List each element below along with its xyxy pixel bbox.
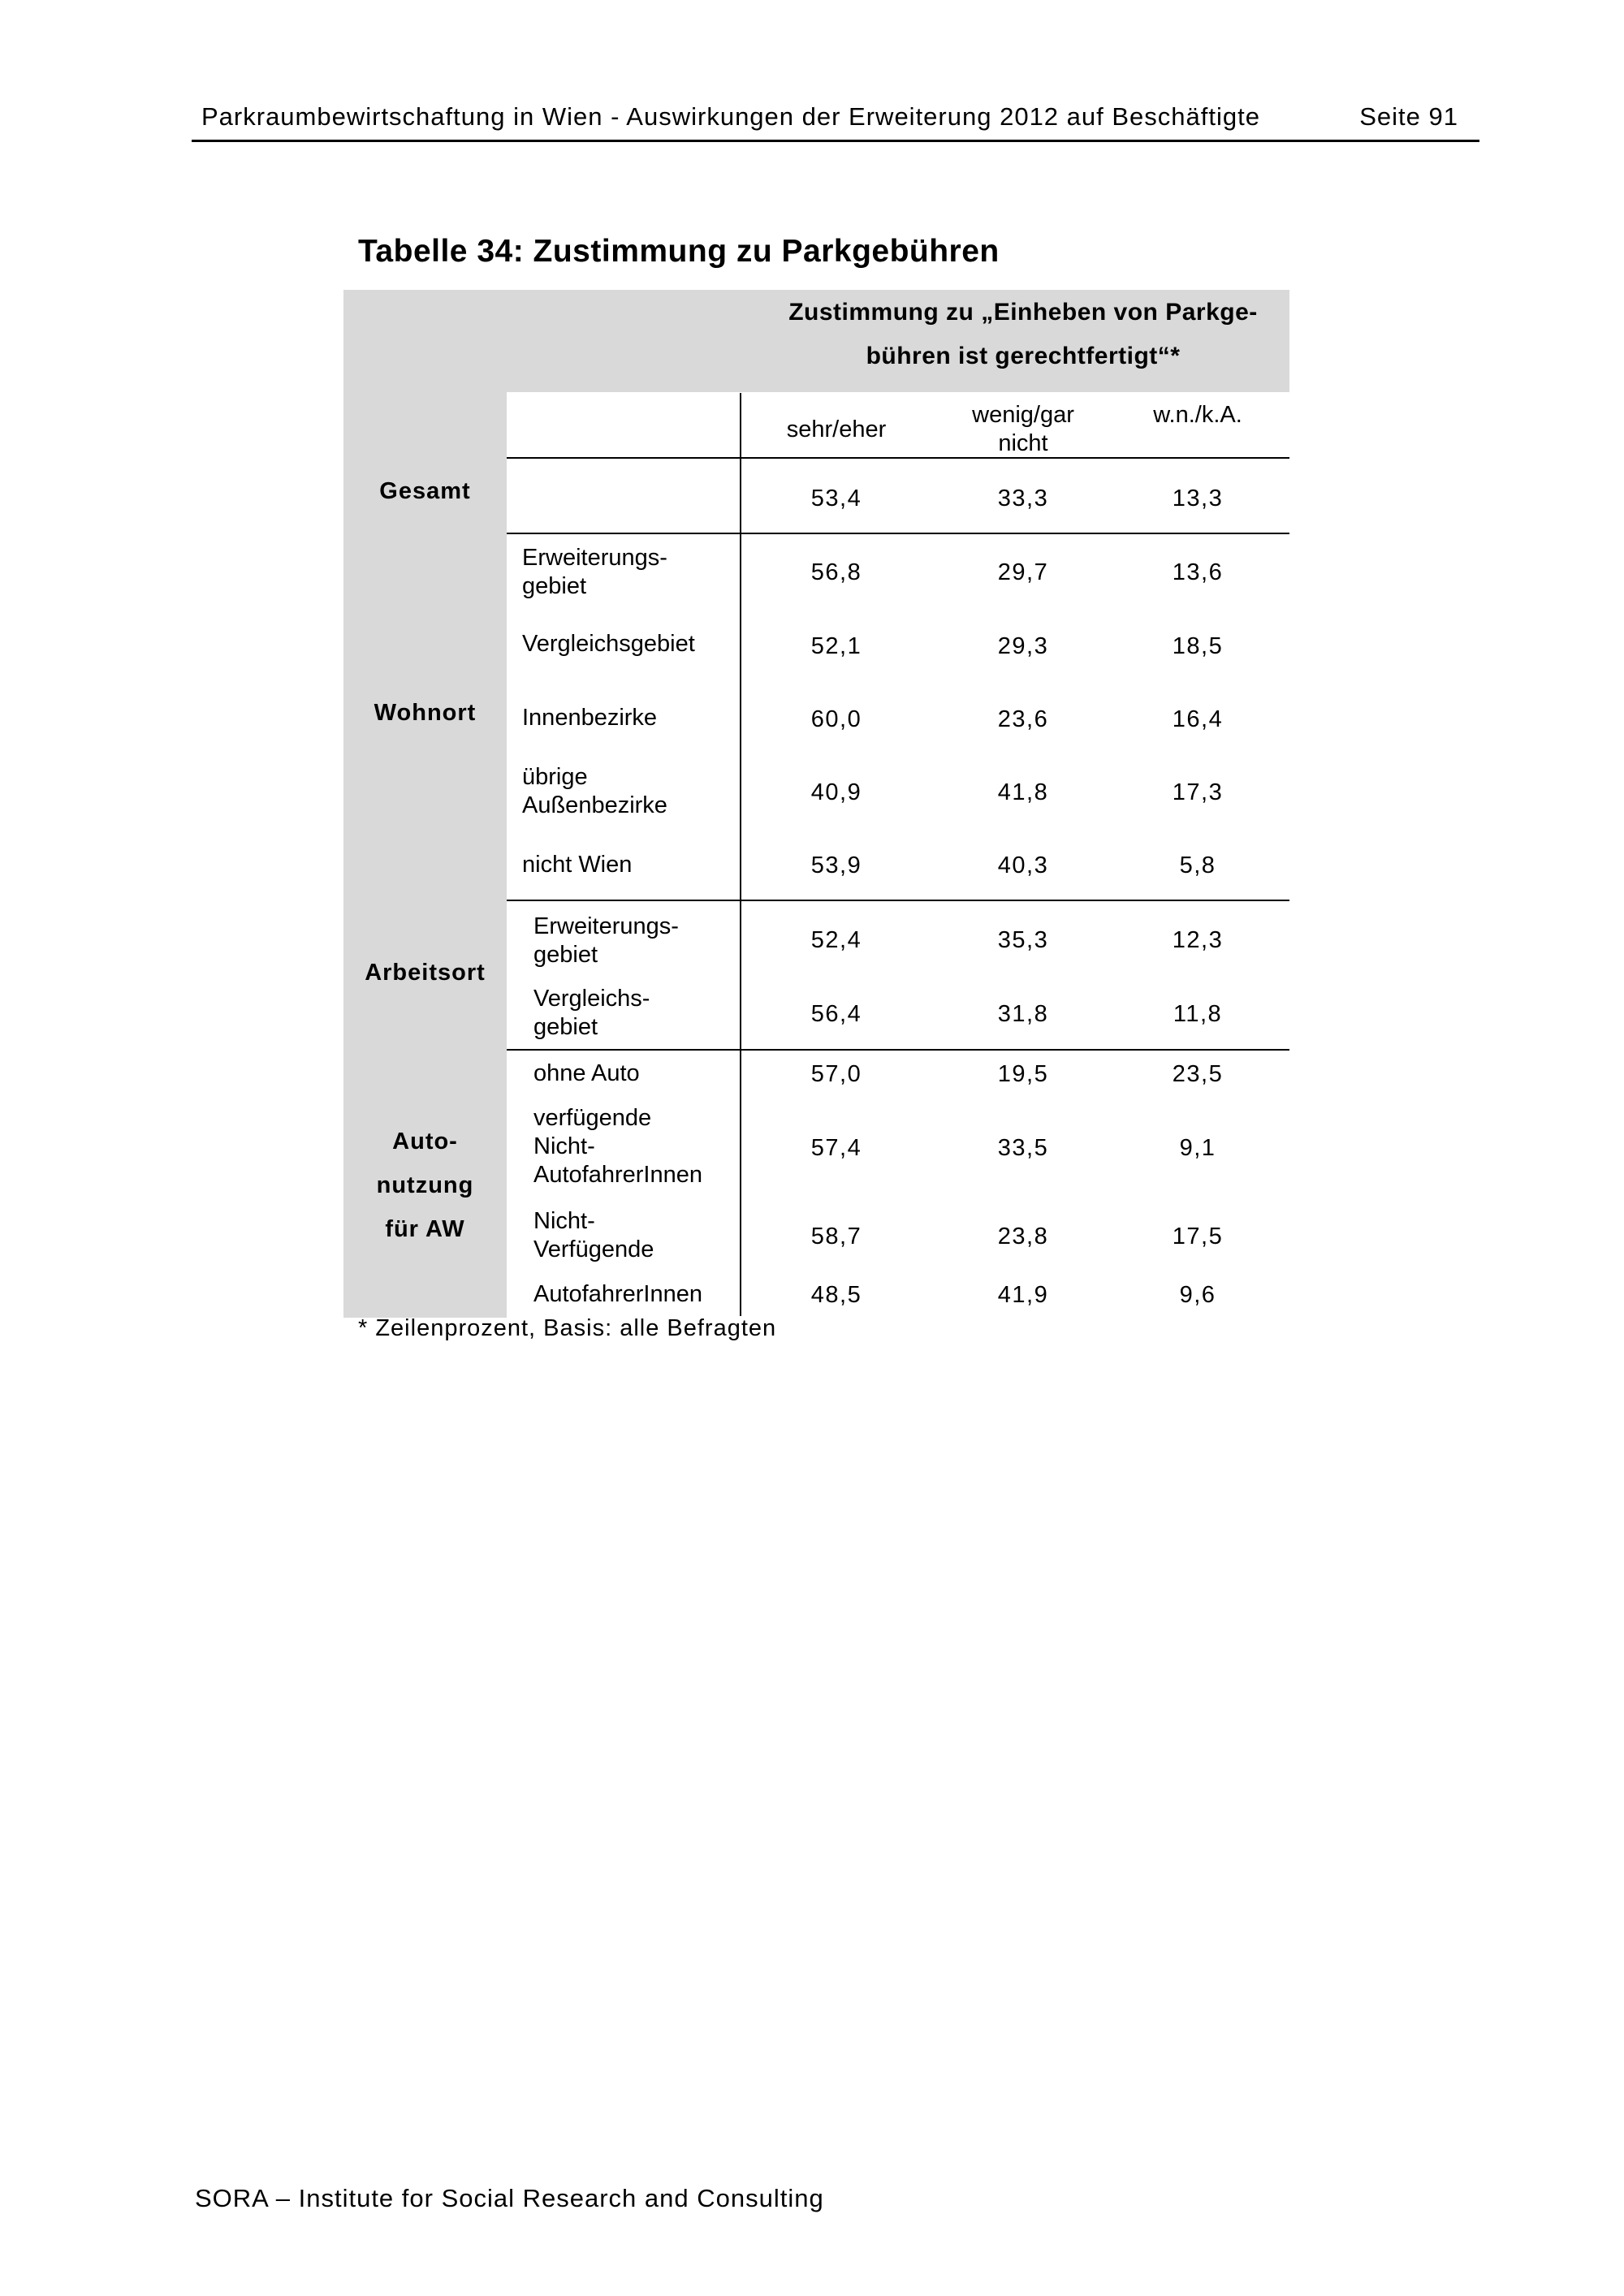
row-label: ohne Auto — [533, 1060, 640, 1086]
column-header-sehr-eher: sehr/eher — [786, 416, 887, 442]
group-label-wohnort: Wohnort — [374, 700, 477, 726]
row-label: Vergleichs- gebiet — [533, 986, 650, 1040]
row-label: Nicht- Verfügende — [533, 1208, 654, 1262]
table-cell: 56,4 — [810, 1001, 862, 1027]
header-title: Parkraumbewirtschaftung in Wien - Auswirkungen der Erweiterung 2012 auf Beschäftigte — [201, 102, 1260, 131]
table-cell: 29,3 — [997, 633, 1049, 659]
table-cell: 58,7 — [810, 1224, 862, 1249]
table-cell: 41,9 — [997, 1282, 1049, 1308]
question-line-1: Zustimmung zu „Einheben von Parkge- — [788, 299, 1258, 326]
table-cell: 9,6 — [1179, 1282, 1216, 1308]
row-label: Vergleichsgebiet — [522, 631, 695, 657]
table-cell: 52,4 — [810, 927, 862, 953]
table-cell: 60,0 — [810, 706, 862, 732]
row-label: AutofahrerInnen — [533, 1281, 702, 1307]
running-header — [192, 102, 1475, 135]
table-cell: 17,3 — [1172, 779, 1224, 805]
table-cell: 57,4 — [810, 1135, 862, 1161]
table-footnote: * Zeilenprozent, Basis: alle Befragten — [358, 1315, 777, 1341]
table-cell: 31,8 — [997, 1001, 1049, 1027]
row-label: verfügende Nicht- AutofahrerInnen — [533, 1105, 702, 1188]
group-label-line-1: Auto- — [392, 1129, 458, 1154]
table-cell: 53,9 — [810, 852, 862, 878]
table-cell: 13,6 — [1172, 559, 1224, 585]
table-cell: 41,8 — [997, 779, 1049, 805]
arbeitsort-bottom-rule — [507, 1049, 1289, 1051]
group-label-line-3: für AW — [385, 1216, 465, 1242]
table-title: Tabelle 34: Zustimmung zu Parkgebühren — [358, 234, 1000, 269]
table-cell: 13,3 — [1172, 486, 1224, 511]
header-bottom-rule — [507, 457, 1289, 459]
table-cell: 29,7 — [997, 559, 1049, 585]
row-label: Erweiterungs- gebiet — [533, 913, 679, 968]
table-cell: 40,9 — [810, 779, 862, 805]
row-label: Erweiterungs- gebiet — [522, 545, 667, 599]
column-header-wn-ka: w.n./k.A. — [1153, 402, 1242, 428]
header-rule — [192, 140, 1479, 142]
column-header-wenig-gar-nicht — [942, 401, 1104, 458]
row-label: übrige Außenbezirke — [522, 764, 667, 818]
table-cell: 35,3 — [997, 927, 1049, 953]
gesamt-bottom-rule — [507, 533, 1289, 534]
table-cell: 12,3 — [1172, 927, 1224, 953]
table-cell: 23,5 — [1172, 1061, 1224, 1087]
row-label: Innenbezirke — [522, 705, 658, 731]
table-cell: 52,1 — [810, 633, 862, 659]
row-label: nicht Wien — [522, 852, 633, 878]
table-cell: 53,4 — [810, 486, 862, 511]
table-cell: 19,5 — [997, 1061, 1049, 1087]
table-cell: 57,0 — [810, 1061, 862, 1087]
label-column-rule — [740, 393, 741, 1316]
group-label-arbeitsort: Arbeitsort — [365, 960, 486, 986]
table-cell: 9,1 — [1179, 1135, 1216, 1161]
group-label-line-2: nutzung — [376, 1172, 474, 1198]
group-label-gesamt: Gesamt — [379, 478, 471, 504]
table-cell: 33,5 — [997, 1135, 1049, 1161]
table-cell: 56,8 — [810, 559, 862, 585]
column-header-line-2: nicht — [998, 430, 1048, 456]
table-cell: 11,8 — [1173, 1001, 1223, 1027]
question-header — [739, 291, 1307, 378]
column-header-line-1: wenig/gar — [972, 402, 1074, 428]
table-cell: 23,8 — [997, 1224, 1049, 1249]
page-number: Seite 91 — [1359, 102, 1458, 131]
question-line-2: bühren ist gerechtfertigt“* — [866, 343, 1181, 369]
table-cell: 33,3 — [997, 486, 1049, 511]
table-cell: 16,4 — [1172, 706, 1224, 732]
table-cell: 23,6 — [997, 706, 1049, 732]
table-cell: 5,8 — [1179, 852, 1216, 878]
table-cell: 48,5 — [810, 1282, 862, 1308]
table-cell: 17,5 — [1172, 1224, 1224, 1249]
group-label-autonutzung — [343, 1120, 507, 1251]
table-cell: 18,5 — [1172, 633, 1224, 659]
page-footer: SORA – Institute for Social Research and Consulting — [195, 2184, 824, 2212]
wohnort-bottom-rule — [507, 900, 1289, 901]
table-cell: 40,3 — [997, 852, 1049, 878]
